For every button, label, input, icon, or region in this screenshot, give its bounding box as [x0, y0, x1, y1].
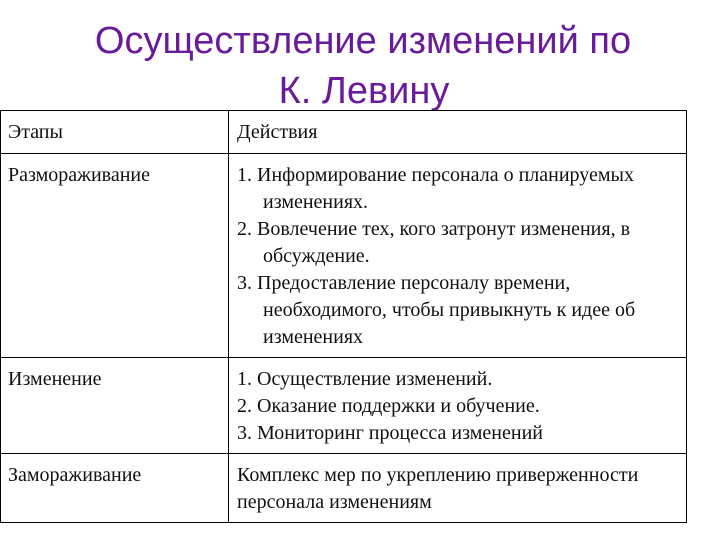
stage-unfreezing: Размораживание [1, 154, 229, 358]
actions-unfreezing [229, 154, 687, 358]
table-row-change [1, 358, 687, 454]
slide-title [0, 16, 720, 116]
table-row-unfreezing [1, 154, 687, 358]
action-item: Комплекс мер по укреплению приверженности персонала изменениям [237, 464, 639, 513]
slide-title-line-1: Осуществление изменений по [94, 20, 632, 62]
header-stage: Этапы [1, 111, 229, 154]
action-item: 3. Предоставление персоналу времени, необходимого, чтобы привыкнуть к идее об изменениях [237, 272, 636, 348]
action-list [237, 162, 680, 351]
stage-refreezing: Замораживание [1, 454, 229, 523]
levin-stages-table [0, 110, 687, 523]
actions-refreezing [229, 454, 687, 523]
actions-change [229, 358, 687, 454]
action-item: 1. Осуществление изменений. [237, 368, 493, 390]
stage-change: Изменение [1, 358, 229, 454]
action-list [237, 366, 680, 447]
slide-title-line-2: К. Левину [278, 70, 450, 112]
action-item: 2. Вовлечение тех, кого затронут изменения, в обсуждение. [237, 218, 631, 267]
action-item: 3. Мониторинг процесса изменений [237, 422, 543, 444]
table-header-row [1, 111, 687, 154]
action-item: 2. Оказание поддержки и обучение. [237, 395, 540, 417]
action-item: 1. Информирование персонала о планируемых изменениях. [237, 164, 634, 213]
table-row-refreezing [1, 454, 687, 523]
header-actions: Действия [229, 111, 687, 154]
